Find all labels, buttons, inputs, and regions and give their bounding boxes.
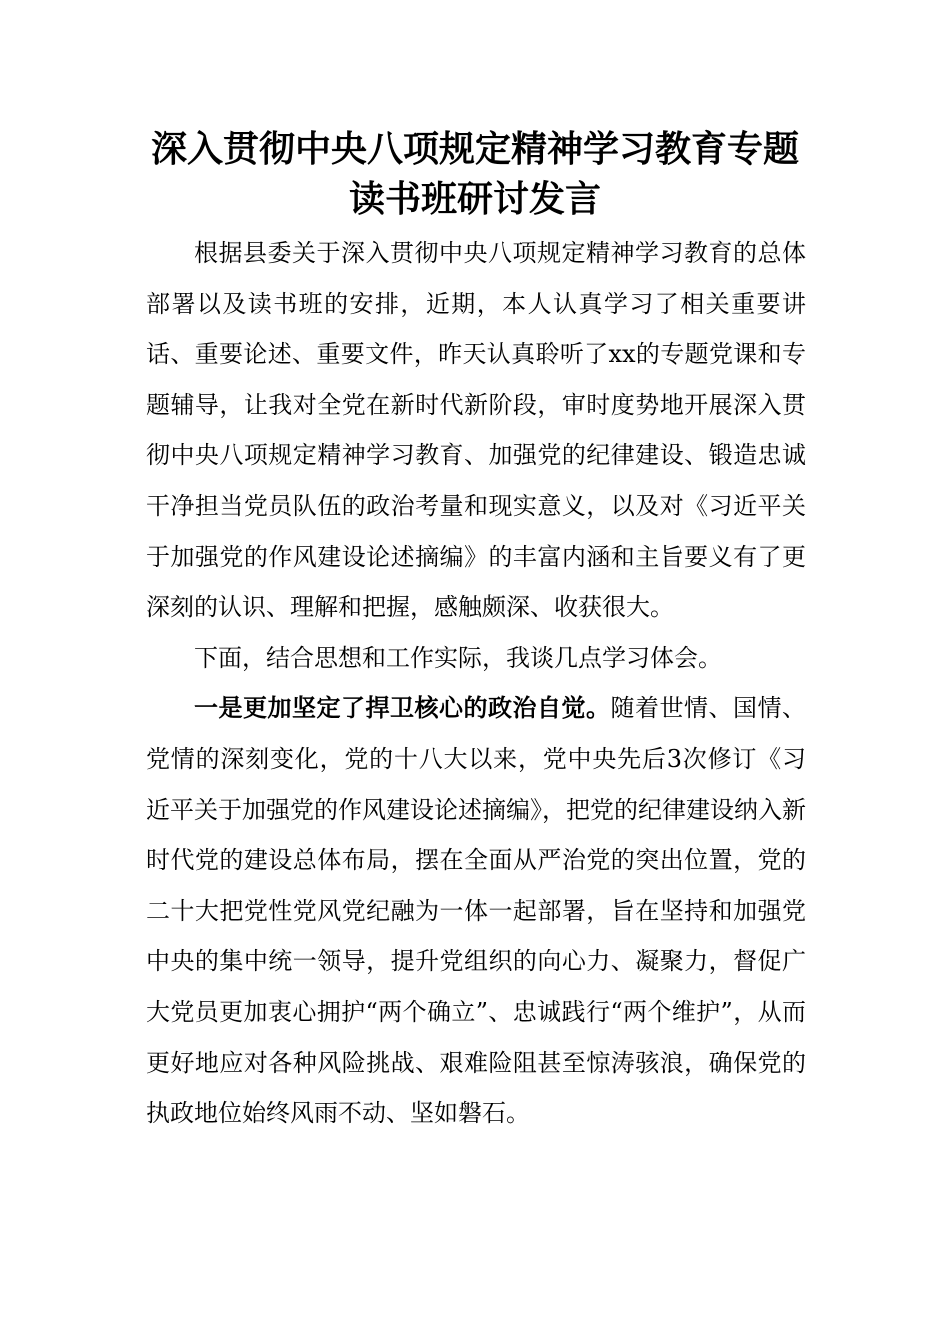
paragraph-transition-text: 下面，结合思想和工作实际，我谈几点学习体会。 (194, 643, 722, 672)
paragraph-intro-text: 根据县委关于深入贯彻中央八项规定精神学习教育的总体部署以及读书班的安排，近期，本人认真学习了相关重要讲话、重要论述、重要文件，昨天认真聆听了xx的专题党课和专题辅导，让我对全党在新时代新阶段，审时度势地开展深入贯彻中央八项规定精神学习教育、加强党的纪律建设、锻造忠诚干净担当党员队伍的政治考量和现实意义，以及对《习近平关于加强党的作风建设论述摘编》的丰富内涵和主旨要义有了更深刻的认识、理解和把握，感触颇深、收获很大。 (146, 239, 806, 622)
document-title-line-2: 读书班研讨发言 (348, 178, 601, 220)
paragraph-point-one-heading: 一是更加坚定了捍卫核心的政治自觉。 (194, 693, 611, 723)
paragraph-point-one-text: 随着世情、国情、党情的深刻变化，党的十八大以来，党中央先后3次修订《习近平关于加强党的作风建设论述摘编》，把党的纪律建设纳入新时代党的建设总体布局，摆在全面从严治党的突出位置，党的二十大把党性党风党纪融为一体一起部署，旨在坚持和加强党中央的集中统一领导，提升党组织的向心力、凝聚力，督促广大党员更加衷心拥护“两个确立”、忠诚践行“两个维护”，从而更好地应对各种风险挑战、艰难险阻甚至惊涛骇浪，确保党的执政地位始终风雨不动、坚如磐石。 (146, 694, 806, 1128)
paragraph-intro (146, 228, 806, 633)
document-title-line-1: 深入贯彻中央八项规定精神学习教育专题 (150, 128, 799, 170)
document-body (146, 228, 806, 1139)
paragraph-transition (146, 633, 806, 684)
paragraph-point-one (146, 683, 806, 1138)
